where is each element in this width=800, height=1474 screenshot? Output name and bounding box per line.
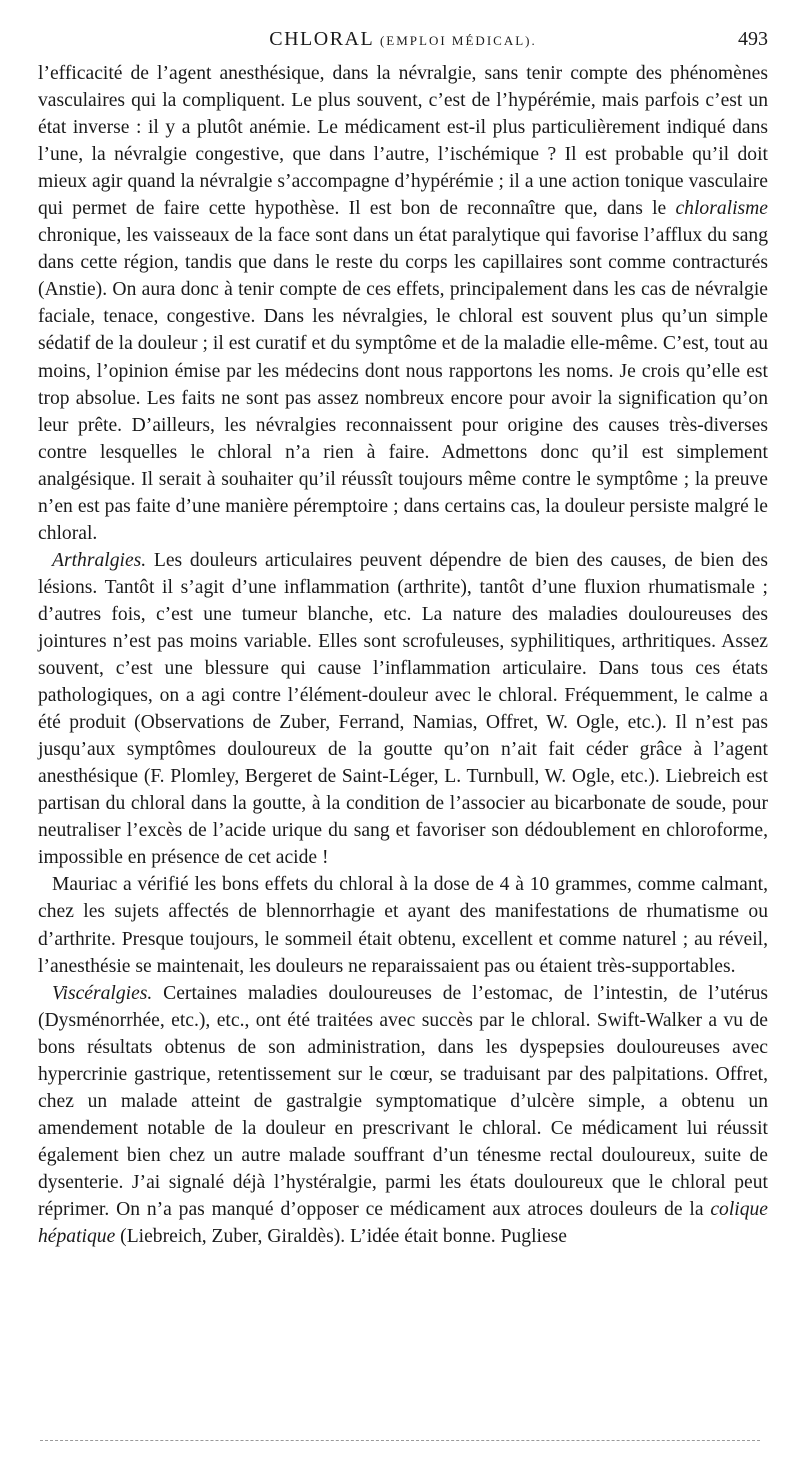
paragraph-mauriac: Mauriac a vérifié les bons effets du chloral à la dose de 4 à 10 grammes, comme calmant, chez les sujets affectés de blennorrhagie et ayant des manifestations de rhumatisme ou d’arthrite. Presque toujours, le sommeil était obtenu, excellent et comme naturel ; au réveil, l’anesthésie se maintenait, les douleurs ne reparaissaient pas ou étaient très-supportables. [38, 874, 768, 977]
running-title [38, 28, 768, 51]
text-run: l’efficacité de l’agent anesthésique, dans la névralgie, sans tenir compte des phénomènes vasculaires qui la compliquent. Le plus souvent, c’est de l’hypérémie, mais parfois c’est un état inverse : il y a plutôt anémie. Le médicament est-il plus particulièrement indiqué dans l’une, la névralgie congestive, que dans l’autre, l’ischémique ? Il est probable qu’il doit mieux agir quand la névralgie s’accompagne d’hypérémie ; il a une action tonique vasculaire qui permet de faire cette hypothèse. Il est bon de reconnaître que, dans le [38, 63, 768, 220]
paragraph-visceralgies [38, 980, 768, 1250]
section-heading-arthralgies: Arthralgies. [52, 549, 147, 571]
text-run: Les douleurs articulaires peuvent dépendre de bien des causes, de bien des lésions. Tantôt il s’agit d’une inflammation (arthrite), tantôt d’une fluxion rhumatismale ; d’autres fois, c’est une tumeur blanche, etc. La nature des maladies douloureuses des jointures n’est pas moins variable. Elles sont scrofuleuses, syphilitiques, arthritiques. Assez souvent, c’est une blessure qui cause l’inflammation articulaire. Dans tous ces états pathologiques, on a agi contre l’élément-douleur avec le chloral. Fréquemment, le calme a été produit (Observations de Zuber, Ferrand, Namias, Offret, W. Ogle, etc.). Il n’est pas jusqu’aux symptômes douloureux de la goutte qu’on n’ait fait céder grâce à l’agent anesthésique (F. Plomley, Bergeret de Saint-Léger, L. Turnbull, W. Ogle, etc.). Liebreich est partisan du chloral dans la goutte, à la condition de l’associer au bicarbonate de soude, pour neutraliser l’excès de l’acide urique du sang et favoriser son dédoublement en chloroforme, impossible en présence de cet acide ! [38, 549, 768, 869]
section-heading-visceralgies: Viscéralgies. [52, 982, 153, 1004]
running-title-sub: (EMPLOI MÉDICAL). [379, 33, 537, 48]
running-title-main: CHLORAL [269, 28, 374, 50]
text-run: chronique, les vaisseaux de la face sont dans un état paralytique qui favorise l’afflux du sang dans cette région, tandis que dans le reste du corps les capillaires sont comme contracturés (Anstie). On aura donc à tenir compte de ces effets, principalement dans les cas de névralgie faciale, tenace, congestive. Dans les névralgies, le chloral est souvent plus qu’un simple sédatif de la douleur ; il est curatif et du symptôme et de la maladie elle-même. C’est, tout au moins, l’opinion émise par les médecins dont nous rapportons les noms. Je crois qu’elle est trop absolue. Les faits ne sont pas assez nombreux encore pour avoir la signification qu’on leur prête. D’ailleurs, les névralgies reconnaissent pour origine des causes très-diverses contre lesquelles le chloral n’a rien à faire. Admettons donc qu’il est simplement analgésique. Il serait à souhaiter qu’il réussît toujours même contre le symptôme ; la preuve n’en est pas faite d’une manière péremptoire ; dans certains cas, la douleur persiste malgré le chloral. [38, 225, 768, 544]
running-head [38, 24, 768, 60]
body-text [38, 60, 768, 1250]
paragraph-arthralgies [38, 547, 768, 872]
text-run: Certaines maladies douloureuses de l’estomac, de l’intestin, de l’utérus (Dysménorrhée, etc.), etc., ont été traitées avec succès par le chloral. Swift-Walker a vu de bons résultats obtenus de son administration, dans les dyspepsies douloureuses avec hypercrinie gastrique, retentissement sur le cœur, se traduisant par des palpitations. Offret, chez un malade atteint de gastralgie symptomatique d’ulcère simple, a obtenu un amendement notable de la douleur en prescrivant le chloral. Ce médicament lui réussit également bien chez un autre malade souffrant d’un ténesme rectal douloureux, suite de dysenterie. J’ai signalé déjà l’hystéralgie, parmi les états douloureux que le chloral peut réprimer. On n’a pas manqué d’opposer ce médicament aux atroces douleurs de la [38, 982, 768, 1220]
text-run: (Liebreich, Zuber, Giraldès). L’idée était bonne. Pugliese [115, 1226, 567, 1248]
paragraph-nevralgie [38, 60, 768, 547]
page-number: 493 [738, 28, 768, 50]
italic-term-chloralisme: chloralisme [675, 198, 768, 220]
book-page [38, 24, 768, 1250]
italic-term-colique-hepatique: colique hépatique [38, 1198, 768, 1248]
bottom-rule [40, 1440, 760, 1441]
